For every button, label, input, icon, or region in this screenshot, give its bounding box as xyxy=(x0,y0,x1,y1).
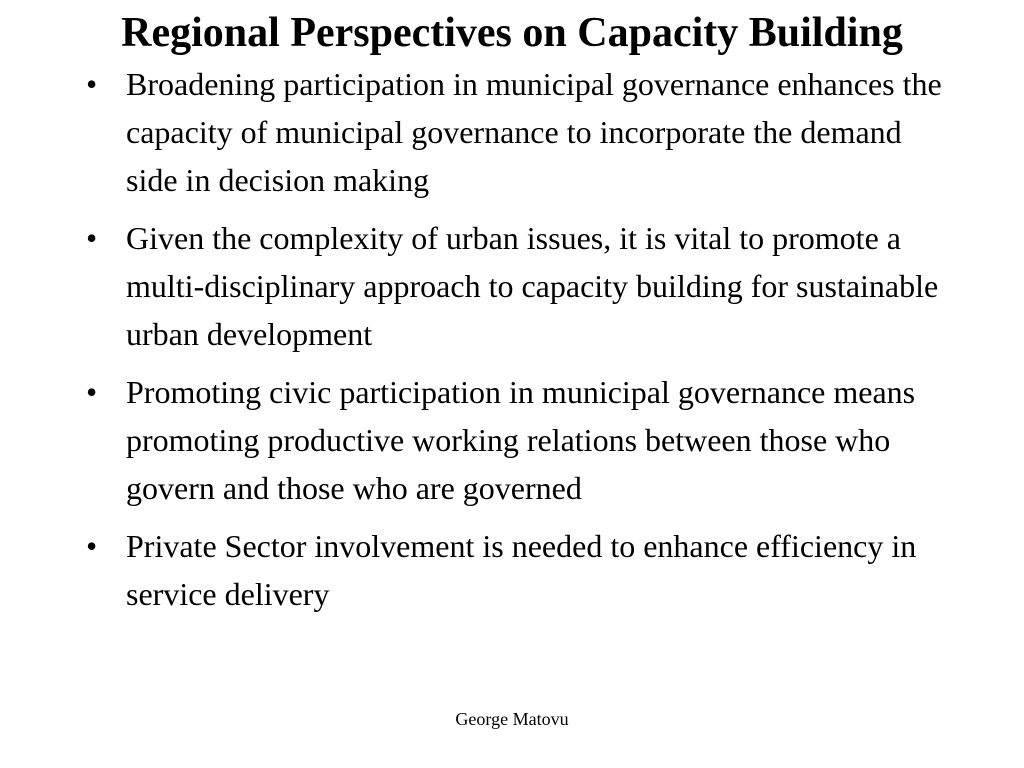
bullet-marker: • xyxy=(86,528,98,564)
bullet-item xyxy=(86,522,946,618)
bullet-list xyxy=(86,60,946,628)
bullet-item xyxy=(86,368,946,512)
bullet-marker: • xyxy=(86,374,98,410)
bullet-text: Broadening participation in municipal governance enhances the capacity of municipal governance to incorporate the demand side in decision making xyxy=(126,66,942,198)
bullet-marker: • xyxy=(86,220,98,256)
bullet-item xyxy=(86,214,946,358)
bullet-text: Given the complexity of urban issues, it is vital to promote a multi-disciplinary approach to capacity building for sustainable urban development xyxy=(126,220,939,352)
footer-author: George Matovu xyxy=(455,709,569,729)
slide-title: Regional Perspectives on Capacity Building xyxy=(121,10,903,56)
bullet-item xyxy=(86,60,946,204)
bullet-text: Private Sector involvement is needed to enhance efficiency in service delivery xyxy=(126,528,917,612)
bullet-text: Promoting civic participation in municipal governance means promoting productive working relations between those who govern and those who are governed xyxy=(126,374,916,506)
bullet-marker: • xyxy=(86,66,98,102)
